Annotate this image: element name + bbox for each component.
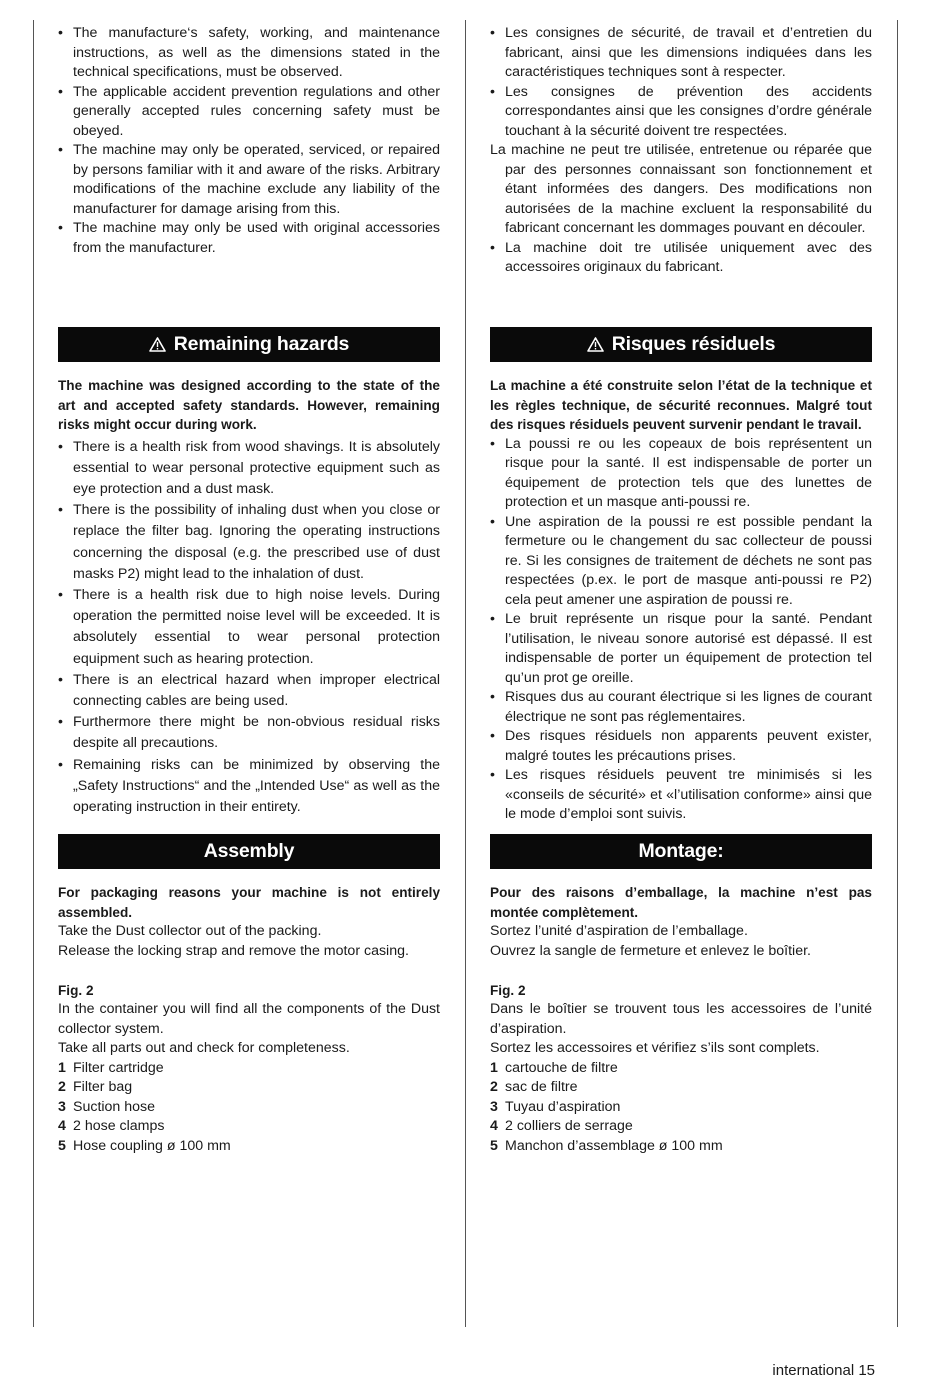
list-item: • There is a health risk from wood shavings. It is absolutely essential to wear personal protective equipment such as eye protection and a dust mask. — [58, 437, 440, 501]
list-item: • There is a health risk due to high noise levels. During operation the permitted noise level will be exceeded. It is absolutely essential to wear personal protection equipment such as hearing protection. — [58, 585, 440, 670]
list-item: • The applicable accident prevention regulations and other generally accepted rules concerning safety must be obeyed. — [58, 83, 440, 142]
list-item: • The machine may only be operated, serviced, or repaired by persons familiar with it and aware of the risks. Arbitrary modifications of the machine exclude any liability of the manufacturer for damage arising from this. — [58, 141, 440, 219]
assembly-step: Release the locking strap and remove the motor casing. — [58, 942, 409, 959]
figure-reference: Fig. 2 — [58, 982, 94, 998]
parts-list — [58, 1059, 440, 1157]
parts-list — [490, 1059, 872, 1157]
parts-list-item: 2 sac de filtre — [490, 1079, 578, 1095]
parts-list-item: 3 Suction hose — [58, 1098, 156, 1115]
left-hazards-body — [58, 376, 440, 818]
risques-residuels-header — [490, 327, 872, 362]
assembly-lead: Pour des raisons d’emballage, la machine n’est pas montée complètement. — [490, 885, 872, 920]
list-item: • La machine doit tre utilisée uniquement avec des accessoires originaux du fabricant. — [490, 239, 872, 278]
list-item: • Le bruit représente un risque pour la santé. Pendant l’utilisation, le niveau sonore autorisé est dépassé. Il est indispensable de porter un équipement de protection tel qu’un prot ge oreille. — [490, 610, 872, 688]
montage-header — [490, 834, 872, 869]
assembly-step: Ouvrez la sangle de fermeture et enlevez le boîtier. — [490, 942, 811, 959]
parts-list-item: 2 Filter bag — [58, 1079, 133, 1095]
figure-reference: Fig. 2 — [490, 982, 526, 998]
section-title: Assembly — [203, 840, 295, 862]
list-item: • Remaining risks can be minimized by observing the „Safety Instructions“ and the „Intended Use“ as well as the operating instruction in their entirety. — [58, 755, 440, 819]
assembly-text: Sortez les accessoires et vérifiez s’ils sont complets. — [490, 1040, 820, 1056]
right-intro — [490, 24, 872, 278]
page-number: international 15 — [772, 1362, 875, 1379]
remaining-hazards-header — [58, 327, 440, 362]
assembly-text: Take all parts out and check for completeness. — [58, 1040, 350, 1056]
column-divider-rule — [465, 20, 466, 1327]
list-item: • The machine may only be used with original accessories from the manufacturer. — [58, 219, 440, 258]
right-assembly-body — [490, 883, 872, 1156]
hazards-lead: The machine was designed according to the state of the art and accepted safety standards. However, remaining risks might occur during work. — [58, 378, 440, 432]
list-item: • Une aspiration de la poussi re est possible pendant la fermeture ou le changement du sac collecteur de poussi re. Si les consignes de traitement de déchets ne sont pas respectées (p.ex. le port de masque anti-poussi re P2) cela peut amener une aspiration de poussi re. — [490, 513, 872, 611]
left-intro — [58, 24, 440, 258]
intro-paragraph: La machine ne peut tre utilisée, entretenue ou réparée que par des personnes connaissant son fonctionnement et étant informées des dangers. Des modifications non autorisées de la machine excluent la responsabilité du fabricant concernant les dommages pouvant en découler. — [490, 142, 872, 236]
left-margin-rule — [33, 20, 34, 1327]
assembly-text: In the container you will find all the components of the Dust collector system. — [58, 1001, 440, 1037]
assembly-step: Take the Dust collector out of the packing. — [58, 923, 322, 939]
assembly-step: Sortez l’unité d’aspiration de l’emballage. — [490, 923, 748, 939]
assembly-lead: For packaging reasons your machine is not entirely assembled. — [58, 885, 440, 920]
parts-list-item: 4 2 hose clamps — [58, 1118, 165, 1134]
left-assembly-body — [58, 883, 440, 1156]
parts-list-item: 5 Manchon d’assemblage ø 100 mm — [490, 1137, 723, 1154]
list-item: • La poussi re ou les copeaux de bois représentent un risque pour la santé. Il est indispensable de porter un équipement de protection tels que des lunettes de protection et un masque anti-poussi re. — [490, 435, 872, 513]
list-item: • Risques dus au courant électrique si les lignes de courant électrique ne sont pas réglementaires. — [490, 688, 872, 727]
right-margin-rule — [897, 20, 898, 1327]
list-item: • There is the possibility of inhaling dust when you close or replace the filter bag. Ignoring the operating instructions concerning the disposal (e.g. the prescribed use of dust masks P2) might lead to the inhalation of dust. — [58, 500, 440, 585]
list-item: • Des risques résiduels non apparents peuvent exister, malgré toutes les précautions prises. — [490, 727, 872, 766]
hazards-lead: La machine a été construite selon l’état de la technique et les règles technique, de sécurité reconnues. Malgré tout des risques résiduels peuvent survenir pendant le travail. — [490, 378, 872, 432]
assembly-header — [58, 834, 440, 869]
list-item: • Les risques résiduels peuvent tre minimisés si les «conseils de sécurité» et «l’utilisation conforme» ainsi que le mode d’emploi sont suivis. — [490, 766, 872, 825]
parts-list-item: 1 cartouche de filtre — [490, 1059, 618, 1076]
warning-triangle-icon — [149, 337, 166, 352]
assembly-text: Dans le boîtier se trouvent tous les accessoires de l’unité d’aspiration. — [490, 1001, 872, 1037]
parts-list-item: 3 Tuyau d’aspiration — [490, 1098, 621, 1115]
list-item: • There is an electrical hazard when improper electrical connecting cables are being used. — [58, 670, 440, 712]
list-item: • Les consignes de prévention des accidents correspondantes ainsi que les consignes d’ordre générale touchant à la sécurité doivent tre respectées. — [490, 83, 872, 142]
list-item: • The manufacture‘s safety, working, and maintenance instructions, as well as the dimensions stated in the technical specifications, must be observed. — [58, 24, 440, 83]
section-title: Montage: — [638, 840, 724, 862]
list-item: • Furthermore there might be non-obvious residual risks despite all precautions. — [58, 712, 440, 754]
right-hazards-body — [490, 376, 872, 825]
warning-triangle-icon — [587, 337, 604, 352]
parts-list-item: 5 Hose coupling ø 100 mm — [58, 1137, 231, 1154]
parts-list-item: 1 Filter cartridge — [58, 1059, 164, 1076]
parts-list-item: 4 2 colliers de serrage — [490, 1118, 633, 1134]
list-item: • Les consignes de sécurité, de travail et d’entretien du fabricant, ainsi que les dimensions indiquées dans les caractéristiques techniques sont à respecter. — [490, 24, 872, 83]
section-title: Risques résiduels — [611, 333, 776, 355]
section-title: Remaining hazards — [173, 333, 350, 355]
